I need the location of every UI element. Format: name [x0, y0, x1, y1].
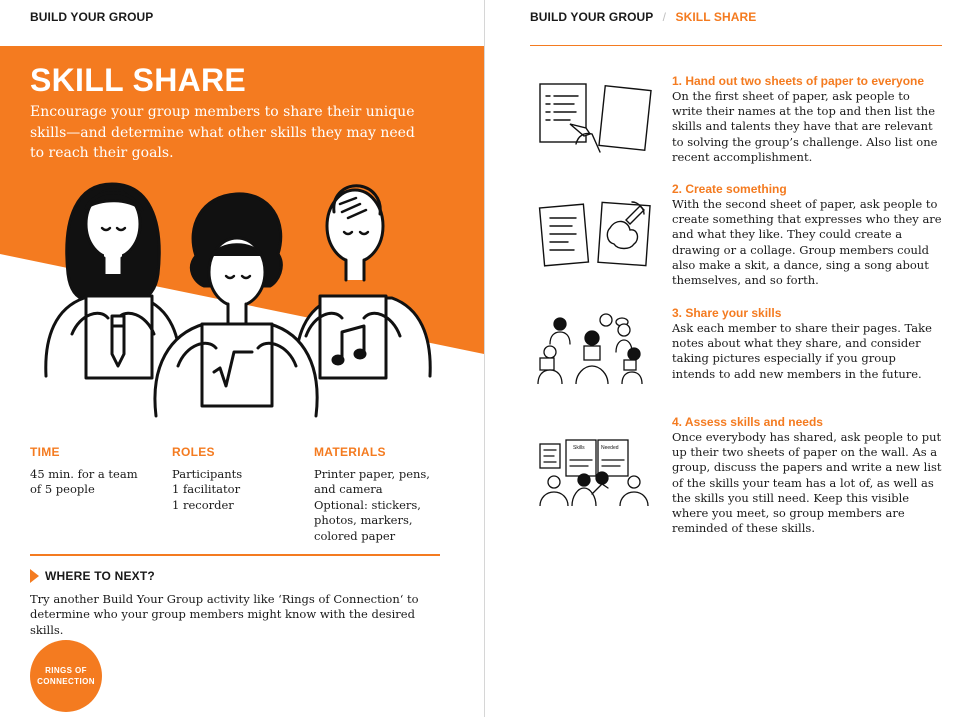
wall-label-needed: Needed	[601, 445, 619, 451]
share-skills-illustration	[536, 310, 654, 384]
materials-line: and camera	[314, 482, 383, 497]
section-header: BUILD YOUR GROUP	[30, 10, 154, 24]
header-rule	[530, 45, 942, 46]
breadcrumb-current: SKILL SHARE	[675, 10, 757, 24]
time-details	[30, 467, 138, 498]
time-line: of 5 people	[30, 482, 95, 497]
step-3-heading: 3. Share your skills	[672, 306, 782, 320]
where-next-label: WHERE TO NEXT?	[45, 569, 155, 583]
wall-label-skills: Skills	[573, 445, 585, 451]
materials-details	[314, 467, 430, 544]
assess-skills-illustration	[536, 436, 654, 506]
step-2-text: With the second sheet of paper, ask people to create something that expresses who they are and what they like. They could create a drawing or a collage. Group members could also make a skit, a dance, sing a song about themselves, and so forth.	[672, 197, 942, 288]
rings-of-connection-link[interactable]	[30, 640, 102, 712]
breadcrumb-section: BUILD YOUR GROUP	[530, 10, 654, 24]
page-spine	[484, 0, 485, 717]
where-next-heading	[30, 569, 155, 583]
step-3-text: Ask each member to share their pages. Take notes about what they share, and consider taking pictures especially if you group intends to add new members in the future.	[672, 321, 932, 381]
roles-line: Participants	[172, 467, 243, 481]
roles-line: 1 recorder	[172, 497, 234, 512]
circle-link-line1: RINGS OF	[45, 666, 87, 675]
step-2-heading: 2. Create something	[672, 182, 787, 196]
materials-line: photos, markers,	[314, 513, 413, 528]
page-title: SKILL SHARE	[30, 62, 247, 98]
create-drawing-illustration	[536, 198, 654, 270]
time-line: 45 min. for a team	[30, 467, 138, 481]
triangle-icon	[30, 569, 39, 583]
divider	[30, 554, 440, 556]
roles-details	[172, 467, 242, 513]
breadcrumb	[530, 10, 756, 24]
circle-link-label	[36, 665, 96, 687]
paper-sheets-illustration	[536, 80, 654, 154]
breadcrumb-separator: /	[662, 10, 667, 24]
time-heading: TIME	[30, 445, 60, 459]
step-1-text: On the first sheet of paper, ask people to write their names at the top and then list the skills and talents they have that are relevant to solving the group’s challenge. Also list one recent accomplishment.	[672, 89, 938, 164]
materials-line: colored paper	[314, 528, 396, 543]
page-subtitle: Encourage your group members to share their unique skills—and determine what other skills they may need to reach their goals.	[30, 104, 415, 161]
roles-line: 1 facilitator	[172, 482, 241, 497]
where-next-text: Try another Build Your Group activity like ‘Rings of Connection‘ to determine who your group members might know with the desired skills.	[30, 592, 419, 637]
circle-link-line2: CONNECTION	[37, 677, 95, 686]
step-4-heading: 4. Assess skills and needs	[672, 415, 823, 429]
materials-heading: MATERIALS	[314, 445, 386, 459]
materials-line: Optional: stickers,	[314, 497, 421, 512]
roles-heading: ROLES	[172, 445, 215, 459]
step-4-text: Once everybody has shared, ask people to put up their two sheets of paper on the wall. As a group, discuss the papers and write a new list of the skills your team has a lot of, as well as the skills you still need. Keep this visible where you meet, so group members are reminded of these skills.	[672, 430, 942, 536]
materials-line: Printer paper, pens,	[314, 467, 430, 481]
step-1-heading: 1. Hand out two sheets of paper to everyone	[672, 74, 925, 88]
